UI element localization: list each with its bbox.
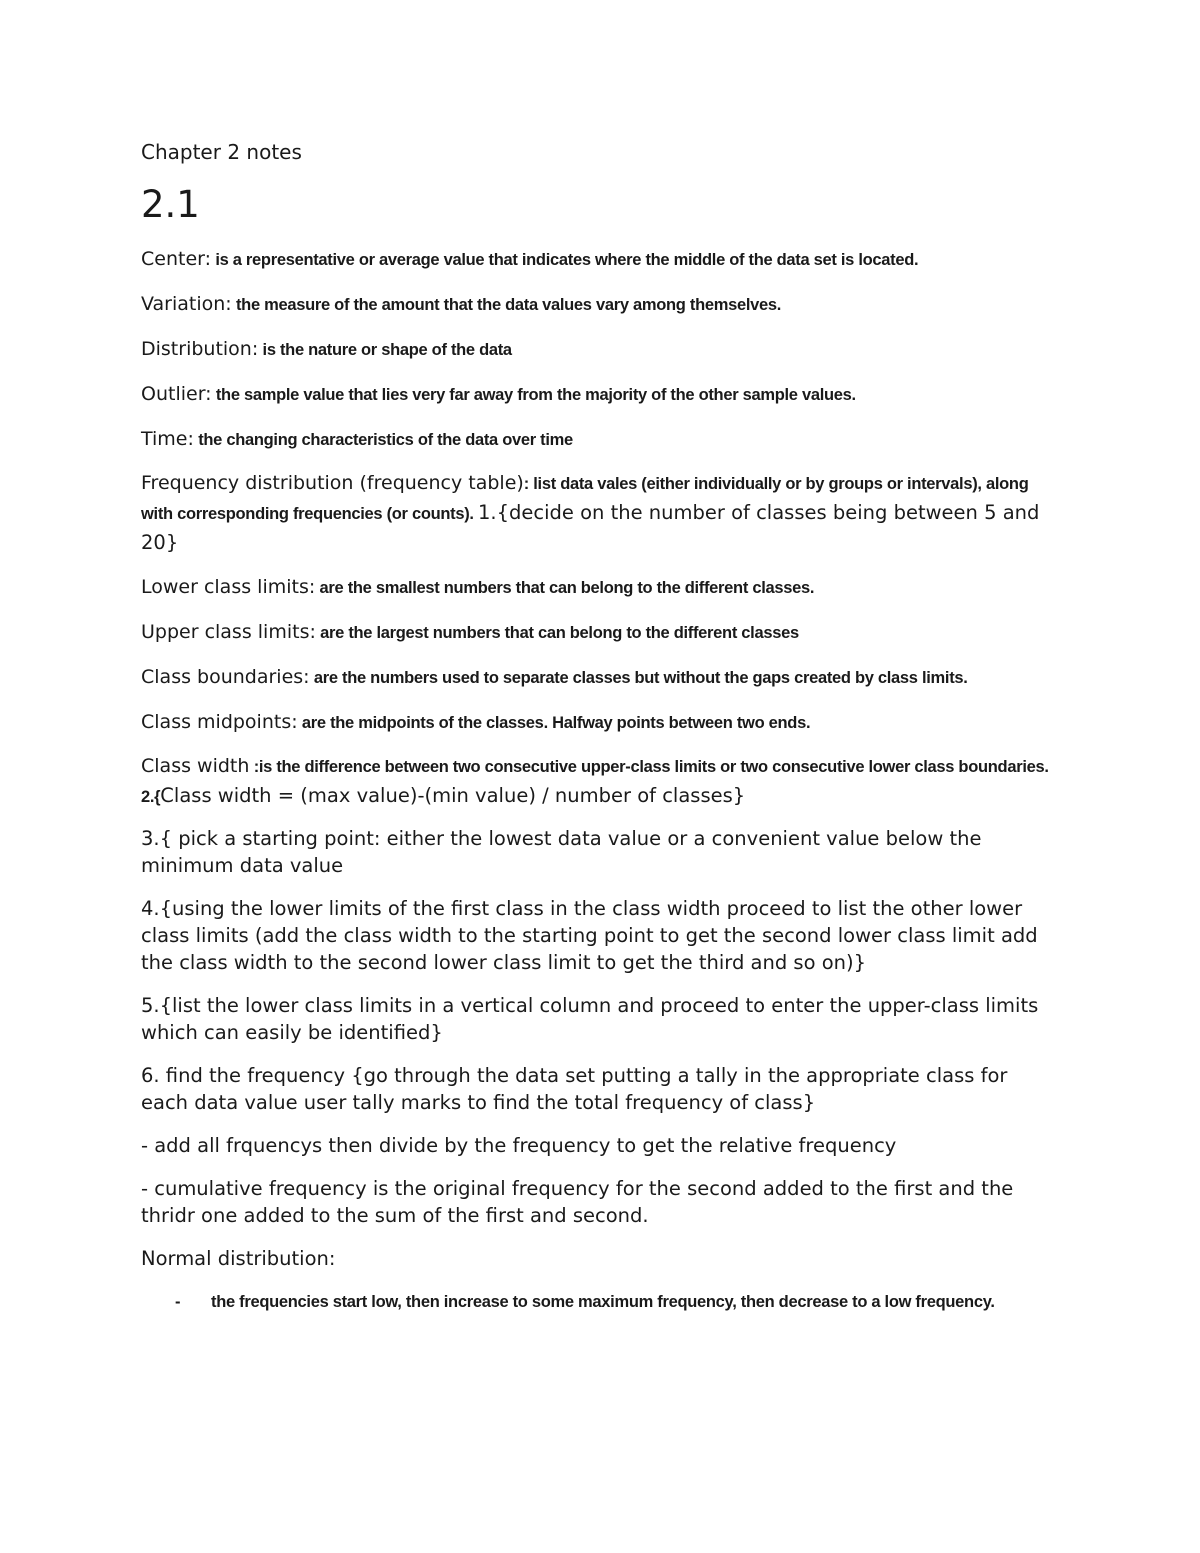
definition-body: : list data vales (either individually or by groups or intervals), along with corresponding frequencies (or counts). [141,475,1029,523]
term: Lower class limits: [141,576,316,598]
definition-variation [141,289,1051,321]
step-5: 5.{list the lower class limits in a vertical column and proceed to enter the upper-class limits which can easily be identified} [141,994,1039,1044]
definition-center [141,244,1051,276]
term: Distribution: [141,338,259,360]
definition-lower-class-limits [141,572,1051,604]
definition-body: are the largest numbers that can belong to the different classes [315,624,799,642]
cumulative-frequency-note: - cumulative frequency is the original frequency for the second added to the first and the thridr one added to the sum of the first and second. [141,1177,1014,1227]
definition-upper-class-limits [141,617,1051,649]
definition-time [141,424,1051,456]
definition-body: :is the difference between two consecutive upper-class limits or two consecutive lower class boundaries. 2.{ [141,758,1049,806]
definition-body: the sample value that lies very far away from the majority of the other sample values. [211,386,856,404]
definition-body: are the smallest numbers that can belong to the different classes. [315,579,815,597]
step-text: 1.{decide on the number of classes being between 5 and 20} [141,501,1040,554]
term: Time: [141,428,194,450]
document-page [141,136,1051,1317]
definition-class-width [141,752,1051,812]
normal-distribution-heading: Normal distribution: [141,1247,336,1270]
definition-class-boundaries [141,662,1051,694]
step-3: 3.{ pick a starting point: either the lowest data value or a convenient value below the minimum data value [141,827,982,877]
step-6: 6. find the frequency {go through the data set putting a tally in the appropriate class for each data value user tally marks to find the total frequency of class} [141,1064,1008,1114]
definition-body: is the nature or shape of the data [258,341,512,359]
definition-body: are the midpoints of the classes. Halfway points between two ends. [297,714,811,732]
definition-distribution [141,334,1051,366]
term: Outlier: [141,383,212,405]
section-heading: 2.1 [141,183,200,226]
list-item-text: the frequencies start low, then increase to some maximum frequency, then decrease to a low frequency. [211,1293,995,1311]
term: Frequency distribution (frequency table) [141,472,524,494]
step-4: 4.{using the lower limits of the first class in the class width proceed to list the other lower class limits (add the class width to the starting point to get the second lower class limit add the class width to the second lower class limit to get the third and so on)} [141,897,1038,974]
definition-outlier [141,379,1051,411]
term: Class midpoints: [141,711,298,733]
bullet-dash: - [175,1293,181,1311]
term: Class boundaries: [141,666,310,688]
definition-body: is a representative or average value that indicates where the middle of the data set is located. [211,251,919,269]
list-item [141,1288,1051,1317]
definition-class-midpoints [141,707,1051,739]
definition-body: are the numbers used to separate classes but without the gaps created by class limits. [309,669,968,687]
relative-frequency-note: - add all frquencys then divide by the frequency to get the relative frequency [141,1134,897,1157]
term: Class width [141,755,250,777]
term: Center: [141,248,212,270]
term: Upper class limits: [141,621,316,643]
term: Variation: [141,293,232,315]
definition-body: the measure of the amount that the data values vary among themselves. [231,296,782,314]
definition-frequency-distribution [141,469,1051,559]
definition-body: the changing characteristics of the data over time [193,431,573,449]
step-text: Class width = (max value)-(min value) / number of classes} [160,784,746,807]
document-title: Chapter 2 notes [141,140,302,164]
